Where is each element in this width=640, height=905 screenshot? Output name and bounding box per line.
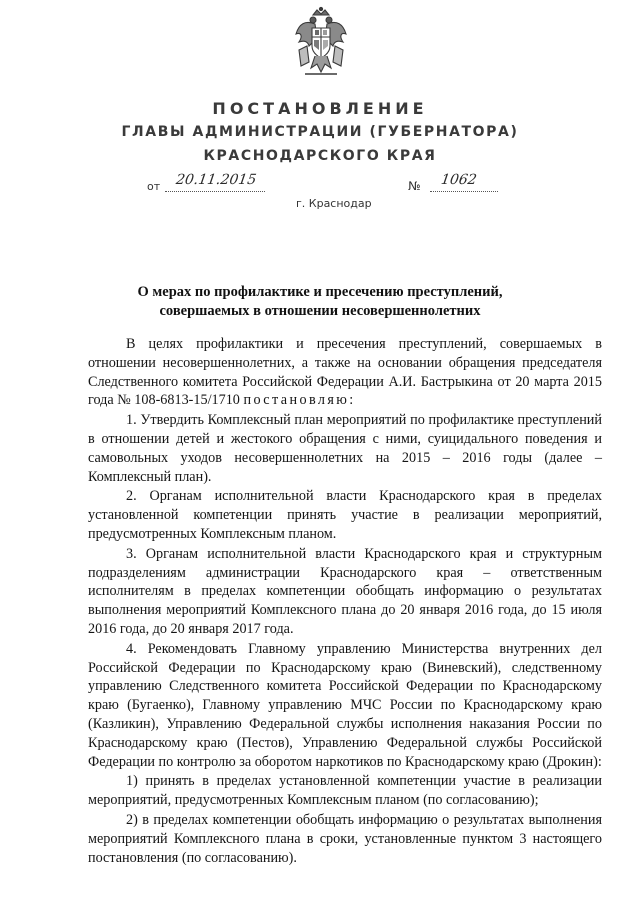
title-line-1: О мерах по профилактике и пресечению преступлений,: [137, 284, 503, 300]
document-title: [0, 283, 640, 321]
clause-2: 2. Органам исполнительной власти Краснодарского края в пределах установленной компетенции принять участие в реализации мероприятий, предусмотренных Комплексным планом.: [88, 488, 602, 542]
clause-4: 4. Рекомендовать Главному управлению Министерства внутренних дел Российской Федерации по Краснодарскому краю (Виневский), следственному управлению Следственного комитета Российской Федерации по Краснодарскому краю (Бугаенко), Главному управлению МЧС России по Краснодарскому краю (Казликин), Управлению Федеральной службы исполнения наказания России по Краснодарскому краю (Пестов), Управлению Федеральной службы Российской Федерации по контролю за оборотом наркотиков по Краснодарскому краю (Дрокин):: [88, 640, 602, 770]
document-type-heading: ПОСТАНОВЛЕНИЕ: [212, 99, 428, 118]
number-value: 1062: [439, 172, 478, 188]
decree-word: постановляю:: [243, 392, 356, 409]
issuer-heading: ГЛАВЫ АДМИНИСТРАЦИИ (ГУБЕРНАТОРА): [121, 124, 519, 140]
city-label: г. Краснодар: [296, 197, 372, 210]
clause-1: 1. Утвердить Комплексный план мероприятий по профилактике преступлений в отношении детей и жестокого обращения с ними, суицидального поведения и самовольных уходов несовершеннолетних на 2015 – 2016 годы (далее – Комплексный план).: [88, 412, 602, 485]
clause-3: 3. Органам исполнительной власти Краснодарского края и структурным подразделениям администрации Краснодарского края – ответственным исполнителям в пределах компетенции обобщать информацию о результатах выполнения мероприятий Комплексного плана до 20 января 2016 года, до 15 июля 2016 года, до 20 января 2017 года.: [88, 545, 602, 637]
region-heading: КРАСНОДАРСКОГО КРАЯ: [203, 148, 437, 164]
intro-paragraph: [88, 335, 602, 410]
document-body: [88, 335, 602, 867]
number-label: №: [408, 179, 421, 193]
title-line-2: совершаемых в отношении несовершеннолетних: [159, 303, 481, 319]
clause-4-item-1: 1) принять в пределах установленной компетенции участие в реализации мероприятий, предусмотренных Комплексным планом (по согласованию);: [88, 773, 602, 809]
coat-of-arms-icon: [293, 6, 349, 80]
clause-4-item-2: 2) в пределах компетенции обобщать информацию о результатах выполнения мероприятий Комплексного плана в сроки, установленные пунктом 3 настоящего постановления (по согласованию).: [88, 811, 602, 866]
number-underline: [430, 191, 498, 192]
intro-text: В целях профилактики и пресечения преступлений, совершаемых в отношении несовершеннолетних, а также на основании обращения председателя Следственного комитета Российской Федерации А.И. Бастрыкина от 20 марта 2015 года № 108-6813-15/1710: [88, 336, 602, 409]
date-label: от: [147, 180, 161, 193]
date-underline: [165, 191, 265, 192]
date-value: 20.11.2015: [174, 172, 258, 188]
